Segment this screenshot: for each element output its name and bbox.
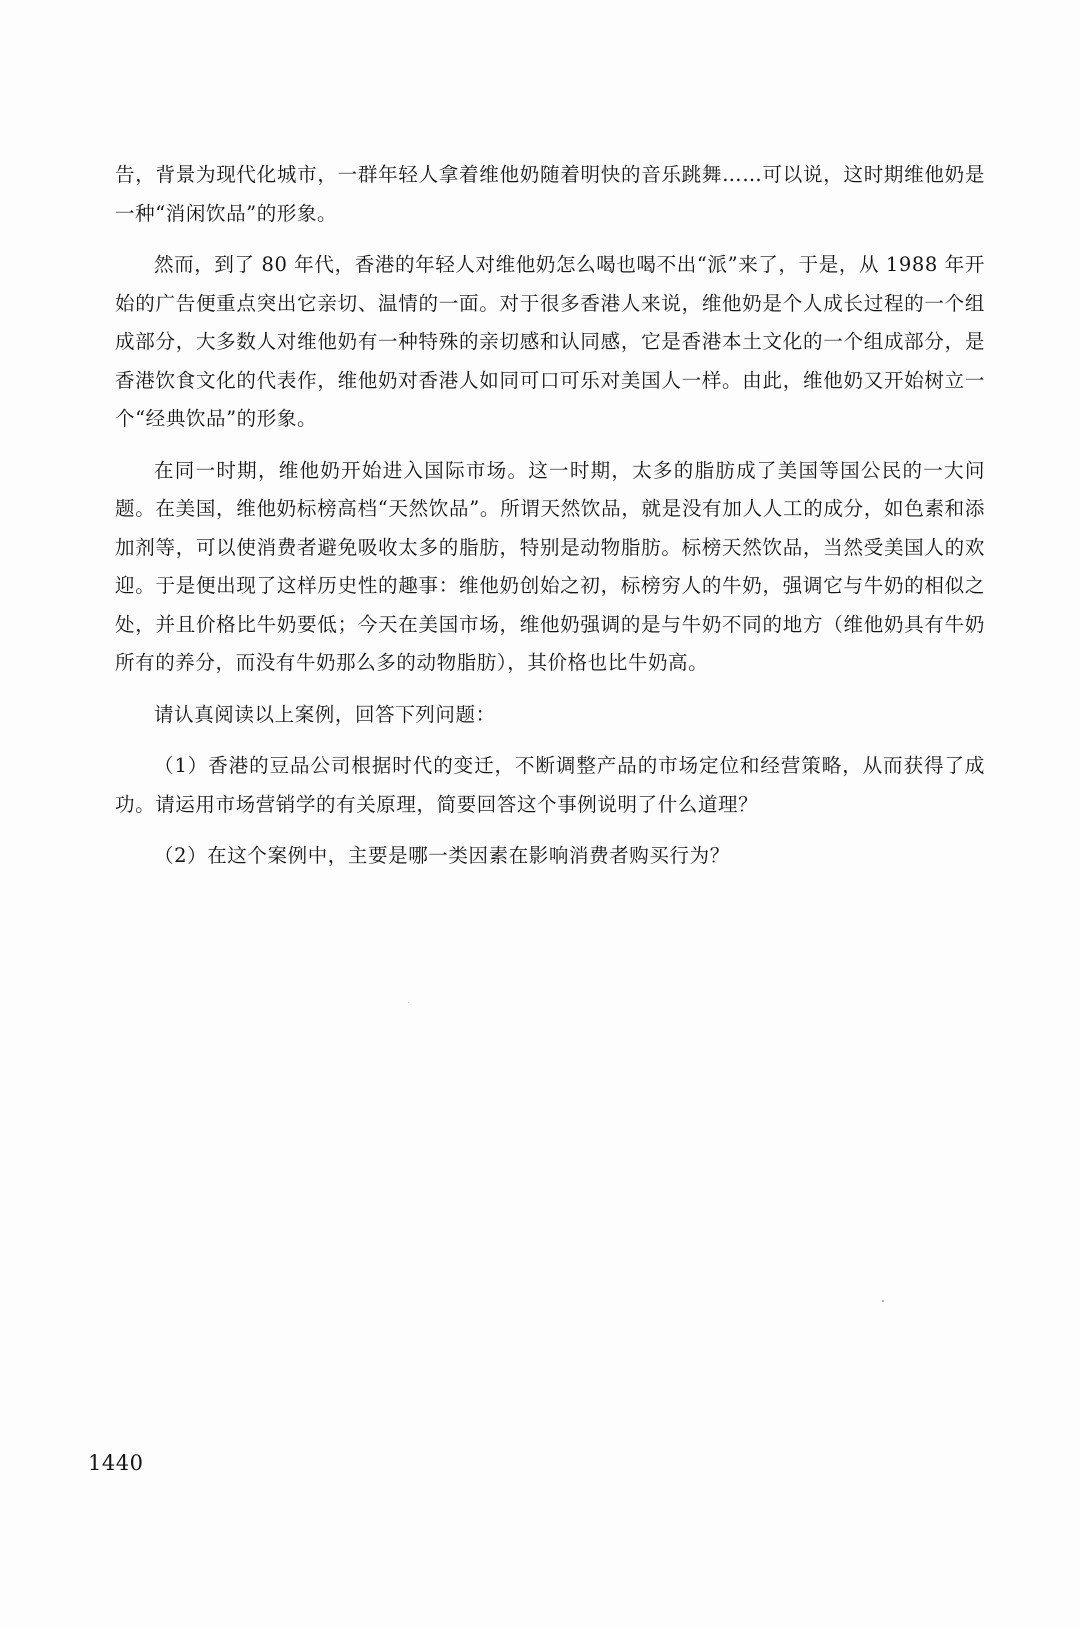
- scan-speck: [882, 1300, 884, 1302]
- paragraph-1980s-repositioning: 然而，到了 80 年代，香港的年轻人对维他奶怎么喝也喝不出“派”来了，于是，从 1988 年开始的广告便重点突出它亲切、温情的一面。对于很多香港人来说，维他奶是个人成长过程的一个组成部分，大多数人对维他奶有一种特殊的亲切感和认同感，它是香港本土文化的一个组成部分，是香港饮食文化的代表作，维他奶对香港人如同可口可乐对美国人一样。由此，维他奶又开始树立一个“经典饮品”的形象。: [115, 253, 985, 430]
- paragraph-continuation: 告，背景为现代化城市，一群年轻人拿着维他奶随着明快的音乐跳舞……可以说，这时期维他奶是一种“消闲饮品”的形象。: [115, 163, 985, 225]
- question-1: （1）香港的豆品公司根据时代的变迁，不断调整产品的市场定位和经营策略，从而获得了成功。请运用市场营销学的有关原理，简要回答这个事例说明了什么道理？: [115, 754, 985, 816]
- scan-speck: [408, 1002, 409, 1003]
- question-instruction: 请认真阅读以上案例，回答下列问题：: [154, 702, 496, 726]
- page-number: 1440: [88, 1451, 144, 1475]
- text-body: [115, 156, 985, 876]
- paragraph-international-market: 在同一时期，维他奶开始进入国际市场。这一时期，太多的脂肪成了美国等国公民的一大问题。在美国，维他奶标榜高档“天然饮品”。所谓天然饮品，就是没有加人人工的成分，如色素和添加剂等，可以使消费者避免吸收太多的脂肪，特别是动物脂肪。标榜天然饮品，当然受美国人的欢迎。于是便出现了这样历史性的趣事：维他奶创始之初，标榜穷人的牛奶，强调它与牛奶的相似之处，并且价格比牛奶要低；今天在美国市场，维他奶强调的是与牛奶不同的地方（维他奶具有牛奶所有的养分，而没有牛奶那么多的动物脂肪），其价格也比牛奶高。: [115, 458, 985, 674]
- question-2: （2）在这个案例中，主要是哪一类因素在影响消费者购买行为？: [154, 844, 730, 867]
